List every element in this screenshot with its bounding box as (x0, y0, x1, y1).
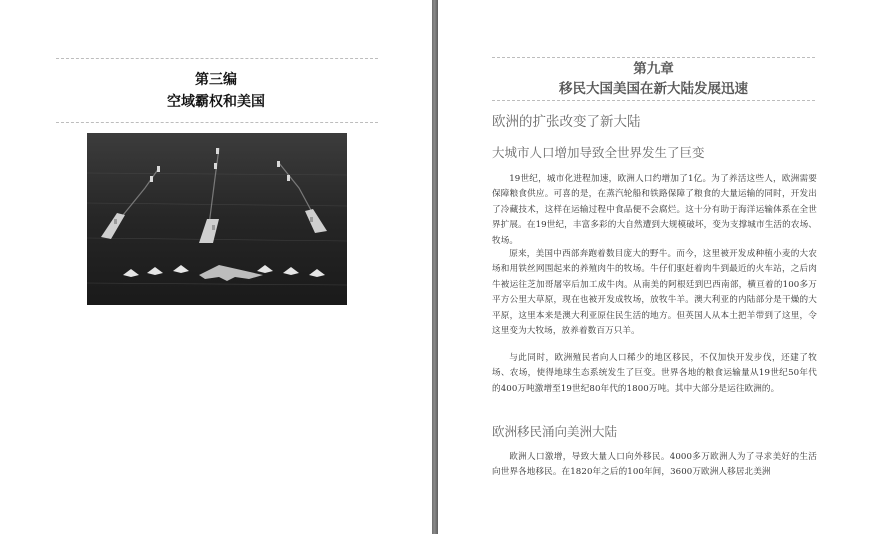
fleet-illustration (87, 133, 347, 305)
section-title: 欧洲的扩张改变了新大陆 (492, 114, 641, 130)
paragraph-2: 原来，美国中西部奔跑着数目庞大的野牛。而今，这里被开发成种植小麦的大农场和用铁丝网围起来的养殖肉牛的牧场。牛仔们驱赶着肉牛到最近的火车站，之后肉牛被运往芝加哥屠宰后加工成牛肉。从南美的阿根廷到巴西南部，横亘着的100多万平方公里大草原，现在也被开发成牧场，放牧牛羊。澳大利亚的内陆部分是干燥的大平原，这里本来是澳大利亚原住民生活的地方。但英国人从本土把羊带到了这里，令这里变为大牧场，放养着数百万只羊。 (492, 249, 817, 337)
aircraft-carrier-fleet-photo (87, 133, 347, 305)
paragraph-3: 与此同时，欧洲殖民者向人口稀少的地区移民，不仅加快开发步伐，还建了牧场、农场，使得地球生态系统发生了巨变。世界各地的粮食运输量从19世纪50年代的400万吨激增至19世纪80年代的1800万吨。其中大部分是运往欧洲的。 (492, 353, 817, 394)
bottom-divider (56, 122, 378, 123)
paragraph-1: 19世纪，城市化进程加速，欧洲人口约增加了1亿。为了养活这些人，欧洲需要保障粮食供应。可喜的是，在蒸汽轮船和铁路保障了粮食的大量运输的同时，开发出了冷藏技术，这样在运输过程中食品便不会腐烂。这十分有助于海洋运输体系在全世界扩展。在19世纪，丰富多彩的大自然遭到大规模破坏，变为支撑城市生活的农场、牧场。 (492, 174, 817, 246)
top-divider (492, 57, 815, 58)
subsection-title-2: 欧洲移民涌向美洲大陆 (492, 424, 618, 439)
part-title: 空域霸权和美国 (167, 94, 265, 110)
right-page (438, 0, 869, 534)
bottom-divider (492, 100, 815, 101)
chapter-title: 移民大国美国在新大陆发展迅速 (559, 81, 748, 97)
left-page (0, 0, 432, 534)
chapter-number: 第九章 (633, 61, 674, 77)
top-divider (56, 58, 378, 59)
subsection-title-1: 大城市人口增加导致全世界发生了巨变 (492, 145, 705, 160)
part-number: 第三编 (195, 72, 237, 88)
paragraph-4: 欧洲人口激增，导致大量人口向外移民。4000多万欧洲人为了寻求美好的生活向世界各地移民。在1820年之后的100年间，3600万欧洲人移居北美洲 (492, 452, 817, 478)
